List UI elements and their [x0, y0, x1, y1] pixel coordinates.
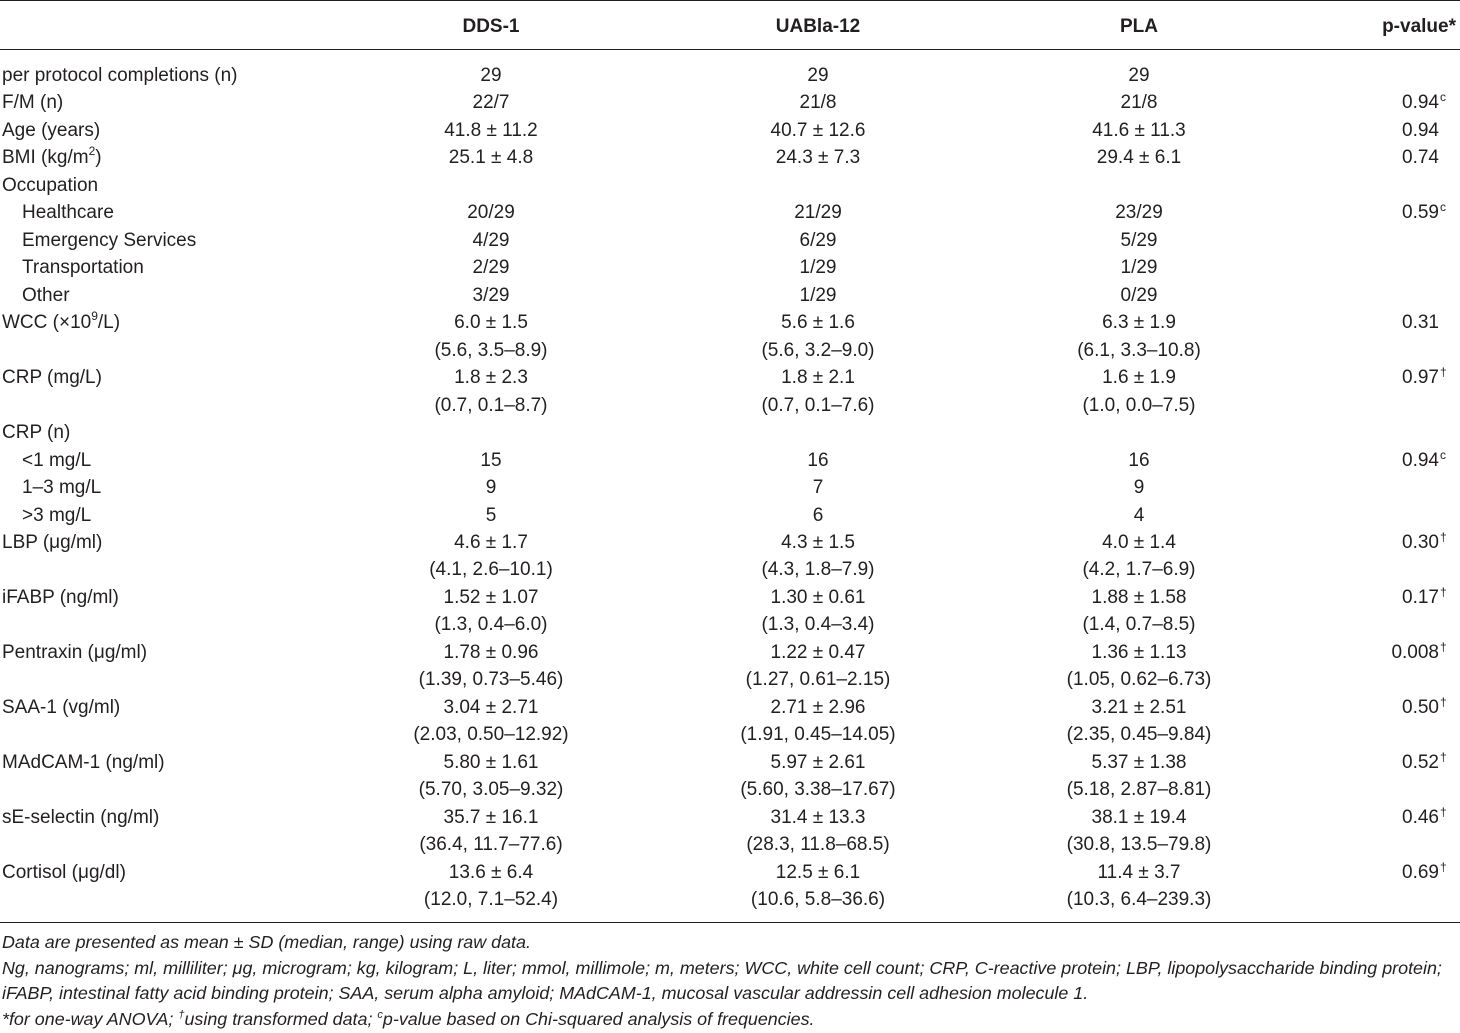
cell-uabla-12: 2.71 ± 2.96 — [770, 696, 866, 718]
label-text: F/M (n) — [2, 92, 64, 114]
label-text-end: /L) — [97, 312, 121, 334]
cell-pla: 1/29 — [1120, 257, 1158, 279]
p-value-number: 0.59 — [1402, 202, 1439, 224]
cell-dds-1: 1.78 ± 0.96 — [443, 641, 539, 663]
p-value-superscript: † — [1440, 529, 1447, 544]
p-value-superscript: † — [1440, 694, 1447, 709]
cell-dds-1: (1.3, 0.4–6.0) — [434, 614, 548, 636]
table-row — [0, 721, 1460, 748]
table-row — [0, 886, 1460, 913]
table-row — [0, 776, 1460, 803]
cell-uabla-12: (1.91, 0.45–14.05) — [740, 724, 896, 746]
cell-dds-1: 13.6 ± 6.4 — [448, 861, 534, 883]
footnote-text: Ng, nanograms; ml, milliliter; μg, microgram; kg, kilogram; L, liter; mmol, millimole; m, meters; WCC, white cell count; CRP, C-reactive protein; LBP, lipopolysaccharide binding protein; — [2, 957, 1442, 978]
table-row — [0, 282, 1460, 309]
table-row — [0, 584, 1460, 611]
p-value — [1402, 749, 1447, 774]
cell-uabla-12: (0.7, 0.1–7.6) — [761, 394, 875, 416]
cell-dds-1: 25.1 ± 4.8 — [448, 147, 534, 169]
p-value-superscript: † — [1440, 749, 1447, 764]
cell-uabla-12: 7 — [812, 477, 824, 499]
p-value-superscript: c — [1440, 90, 1446, 105]
cell-uabla-12: 5.6 ± 1.6 — [781, 312, 855, 334]
cell-uabla-12: 40.7 ± 12.6 — [770, 119, 866, 141]
label-text: WCC (×10 — [2, 312, 92, 334]
cell-uabla-12: (4.3, 1.8–7.9) — [761, 559, 875, 581]
footnote-line — [2, 956, 1458, 982]
cell-pla: 38.1 ± 19.4 — [1091, 806, 1187, 828]
cell-uabla-12: (1.3, 0.4–3.4) — [761, 614, 875, 636]
cell-uabla-12: 1/29 — [799, 257, 837, 279]
cell-p-value — [1294, 309, 1460, 336]
label-text: BMI (kg/m — [2, 147, 89, 169]
cell-uabla-12: 31.4 ± 13.3 — [770, 806, 866, 828]
cell-pla: (1.0, 0.0–7.5) — [1082, 394, 1196, 416]
cell-p-value — [1294, 89, 1460, 116]
p-value-number: 0.69 — [1402, 861, 1439, 883]
table-row — [0, 144, 1460, 171]
p-value-number: 0.74 — [1402, 147, 1439, 169]
table-row — [0, 529, 1460, 556]
label-text: Cortisol (μg/dl) — [2, 861, 126, 883]
cell-pla: (30.8, 13.5–79.8) — [1066, 834, 1212, 856]
cell-dds-1: (36.4, 11.7–77.6) — [419, 834, 563, 856]
cell-dds-1: 6.0 ± 1.5 — [454, 312, 528, 334]
table-row — [0, 474, 1460, 501]
cell-dds-1: 3/29 — [472, 284, 510, 306]
cell-pla: 29 — [1128, 65, 1150, 86]
p-value — [1402, 90, 1446, 114]
footnote-line — [2, 1007, 1458, 1033]
label-superscript: 9 — [91, 309, 98, 324]
label-text: LBP (μg/ml) — [2, 531, 103, 553]
cell-p-value — [1294, 749, 1460, 776]
table-row — [0, 859, 1460, 886]
cell-dds-1: 22/7 — [472, 92, 510, 114]
row-label — [0, 62, 330, 89]
cell-pla: 4.0 ± 1.4 — [1102, 531, 1176, 553]
footnote-line — [2, 981, 1458, 1007]
table-row — [0, 337, 1460, 364]
cell-pla: 23/29 — [1115, 202, 1163, 224]
p-value — [1402, 200, 1446, 224]
p-value — [1402, 120, 1439, 142]
table-row — [0, 749, 1460, 776]
p-value-superscript: † — [1440, 859, 1447, 874]
table-row — [0, 309, 1460, 336]
label-text: Emergency Services — [22, 229, 197, 251]
cell-dds-1: (0.7, 0.1–8.7) — [434, 394, 548, 416]
cell-uabla-12: 12.5 ± 6.1 — [775, 861, 861, 883]
footnote-text: Data are presented as mean ± SD (median, range) using raw data. — [2, 932, 531, 952]
cell-p-value — [1294, 144, 1460, 171]
cell-uabla-12: 1.8 ± 2.1 — [781, 367, 855, 389]
row-label — [0, 309, 330, 336]
cell-p-value — [1294, 694, 1460, 721]
table-header-row — [0, 1, 1460, 50]
header-pla: PLA — [1120, 16, 1158, 37]
cell-dds-1: 4.6 ± 1.7 — [454, 531, 528, 553]
cell-pla: (6.1, 3.3–10.8) — [1077, 339, 1201, 361]
row-label — [0, 584, 330, 611]
table-row — [0, 831, 1460, 858]
cell-p-value — [1294, 364, 1460, 391]
cell-pla: 5/29 — [1120, 229, 1158, 251]
cell-uabla-12: 29 — [807, 65, 829, 86]
cell-dds-1: (2.03, 0.50–12.92) — [413, 724, 569, 746]
header-dds-1: DDS-1 — [462, 16, 520, 37]
cell-pla: (4.2, 1.7–6.9) — [1082, 559, 1196, 581]
table-row — [0, 254, 1460, 281]
cell-p-value — [1294, 584, 1460, 611]
table-row — [0, 804, 1460, 831]
cell-pla: 1.6 ± 1.9 — [1102, 367, 1176, 389]
table-row — [0, 62, 1460, 89]
row-label — [0, 529, 330, 556]
cell-dds-1: 15 — [480, 449, 502, 471]
cell-pla: 41.6 ± 11.3 — [1092, 119, 1186, 141]
table-body — [0, 50, 1460, 922]
p-value-number: 0.94 — [1402, 92, 1439, 114]
cell-dds-1: 41.8 ± 11.2 — [444, 119, 538, 141]
cell-uabla-12: 1.22 ± 0.47 — [770, 641, 866, 663]
label-text: 1–3 mg/L — [22, 477, 102, 499]
row-label — [0, 89, 330, 116]
p-value — [1402, 804, 1447, 829]
cell-uabla-12: (5.6, 3.2–9.0) — [761, 339, 875, 361]
cell-pla: (1.05, 0.62–6.73) — [1066, 669, 1212, 691]
cell-p-value — [1294, 529, 1460, 556]
row-label — [0, 364, 330, 391]
cell-pla: 4 — [1133, 504, 1145, 526]
row-label — [0, 144, 330, 171]
header-p-value: p-value* — [1382, 16, 1456, 37]
footnote-text: p-value based on Chi-squared analysis of frequencies. — [382, 1009, 815, 1030]
label-text: SAA-1 (vg/ml) — [2, 696, 121, 718]
label-text: CRP (mg/L) — [2, 367, 102, 389]
footnote-text: iFABP, intestinal fatty acid binding protein; SAA, serum alpha amyloid; MAdCAM-1, mucosal vascular addressin cell adhesion molecule 1. — [2, 983, 1089, 1004]
cell-uabla-12: 21/29 — [794, 202, 842, 224]
cell-dds-1: 1.52 ± 1.07 — [443, 586, 539, 608]
table-row — [0, 502, 1460, 529]
p-value — [1402, 859, 1447, 884]
cell-pla: 1.36 ± 1.13 — [1091, 641, 1187, 663]
cell-pla: 0/29 — [1120, 284, 1158, 306]
table-footnotes — [2, 930, 1458, 1033]
p-value-number: 0.46 — [1402, 806, 1439, 828]
cell-pla: (2.35, 0.45–9.84) — [1066, 724, 1212, 746]
cell-uabla-12: 6/29 — [799, 229, 837, 251]
row-label — [0, 419, 330, 446]
row-label — [0, 447, 330, 474]
table-row — [0, 419, 1460, 446]
footnote-text: using transformed data; — [184, 1009, 378, 1030]
p-value-number: 0.30 — [1402, 531, 1439, 553]
row-label — [0, 117, 330, 144]
cell-pla: 9 — [1133, 477, 1145, 499]
label-text: per protocol completions (n) — [2, 65, 238, 86]
row-label — [0, 227, 330, 254]
table-row — [0, 392, 1460, 419]
table-row — [0, 117, 1460, 144]
row-label — [0, 172, 330, 199]
table-row — [0, 694, 1460, 721]
cell-p-value — [1294, 117, 1460, 144]
label-text: Healthcare — [22, 202, 114, 224]
row-label — [0, 502, 330, 529]
label-text: Transportation — [22, 257, 144, 279]
label-text: Age (years) — [2, 119, 101, 141]
p-value-number: 0.94 — [1402, 119, 1439, 141]
p-value-superscript: c — [1440, 447, 1446, 462]
cell-pla: 21/8 — [1120, 92, 1158, 114]
p-value-superscript: † — [1440, 804, 1447, 819]
table-row — [0, 199, 1460, 226]
cell-uabla-12: 4.3 ± 1.5 — [781, 531, 855, 553]
label-text: CRP (n) — [2, 422, 71, 444]
cell-dds-1: 20/29 — [467, 202, 515, 224]
cell-pla: (10.3, 6.4–239.3) — [1066, 889, 1212, 911]
cell-dds-1: 29 — [480, 65, 502, 86]
row-label — [0, 804, 330, 831]
row-label — [0, 199, 330, 226]
cell-uabla-12: (1.27, 0.61–2.15) — [745, 669, 891, 691]
cell-pla: 3.21 ± 2.51 — [1091, 696, 1187, 718]
cell-pla: 6.3 ± 1.9 — [1102, 312, 1176, 334]
cell-p-value — [1294, 639, 1460, 666]
label-text: Pentraxin (μg/ml) — [2, 641, 148, 663]
table-row — [0, 666, 1460, 693]
cell-uabla-12: (28.3, 11.8–68.5) — [746, 834, 890, 856]
cell-uabla-12: 21/8 — [799, 92, 837, 114]
cell-p-value — [1294, 199, 1460, 226]
cell-dds-1: 4/29 — [472, 229, 510, 251]
cell-p-value — [1294, 804, 1460, 831]
label-text: >3 mg/L — [22, 504, 92, 526]
cell-pla: (1.4, 0.7–8.5) — [1082, 614, 1196, 636]
row-label — [0, 859, 330, 886]
cell-dds-1: 2/29 — [472, 257, 510, 279]
header-uabla-12: UABla-12 — [775, 16, 861, 37]
label-text: Other — [22, 284, 70, 306]
cell-dds-1: 35.7 ± 16.1 — [443, 806, 539, 828]
p-value — [1402, 312, 1439, 334]
label-text: Occupation — [2, 174, 99, 196]
p-value-number: 0.97 — [1402, 367, 1439, 389]
footnote-text: *for one-way ANOVA; — [2, 1009, 179, 1030]
label-text: <1 mg/L — [22, 449, 92, 471]
cell-uabla-12: 24.3 ± 7.3 — [775, 147, 861, 169]
label-superscript: 2 — [88, 144, 96, 159]
table-row — [0, 556, 1460, 583]
p-value-number: 0.50 — [1402, 696, 1439, 718]
row-label — [0, 694, 330, 721]
label-text: sE-selectin (ng/ml) — [2, 806, 160, 828]
table-row — [0, 447, 1460, 474]
p-value-superscript: † — [1440, 365, 1447, 380]
cell-pla: 11.4 ± 3.7 — [1097, 861, 1181, 883]
label-text-end: ) — [95, 147, 102, 169]
cell-dds-1: 1.8 ± 2.3 — [454, 367, 528, 389]
cell-dds-1: 3.04 ± 2.71 — [443, 696, 539, 718]
cell-pla: (5.18, 2.87–8.81) — [1066, 779, 1212, 801]
table-row — [0, 227, 1460, 254]
cell-uabla-12: (10.6, 5.8–36.6) — [750, 889, 886, 911]
cell-dds-1: 9 — [485, 477, 497, 499]
p-value-superscript: † — [1440, 639, 1447, 654]
row-label — [0, 254, 330, 281]
row-label — [0, 639, 330, 666]
row-label — [0, 474, 330, 501]
p-value — [1402, 529, 1447, 554]
cell-dds-1: (1.39, 0.73–5.46) — [418, 669, 564, 691]
cell-dds-1: 5 — [485, 504, 497, 526]
p-value-number: 0.008 — [1391, 641, 1439, 663]
p-value — [1402, 447, 1446, 472]
cell-uabla-12: 5.97 ± 2.61 — [770, 751, 866, 773]
cell-pla: 16 — [1128, 449, 1150, 471]
p-value-number: 0.17 — [1402, 586, 1439, 608]
table-row — [0, 364, 1460, 391]
footnote-superscript: c — [377, 1009, 383, 1022]
table-row — [0, 172, 1460, 199]
cell-dds-1: (12.0, 7.1–52.4) — [423, 889, 559, 911]
cell-p-value — [1294, 447, 1460, 474]
cell-dds-1: (4.1, 2.6–10.1) — [429, 559, 553, 581]
table-row — [0, 611, 1460, 638]
cell-pla: 29.4 ± 6.1 — [1096, 147, 1182, 169]
p-value-superscript: c — [1440, 200, 1446, 215]
cell-uabla-12: 6 — [812, 504, 824, 526]
row-label — [0, 749, 330, 776]
cell-uabla-12: (5.60, 3.38–17.67) — [740, 779, 896, 801]
p-value — [1402, 584, 1447, 609]
p-value — [1402, 147, 1439, 169]
label-text: MAdCAM-1 (ng/ml) — [2, 751, 165, 773]
p-value-number: 0.52 — [1402, 751, 1439, 773]
cell-uabla-12: 1/29 — [799, 284, 837, 306]
cell-pla: 1.88 ± 1.58 — [1091, 586, 1187, 608]
cell-uabla-12: 16 — [807, 449, 829, 471]
table-row — [0, 89, 1460, 116]
row-label — [0, 282, 330, 309]
p-value-number: 0.31 — [1402, 312, 1439, 334]
table-row — [0, 639, 1460, 666]
cell-dds-1: (5.70, 3.05–9.32) — [418, 779, 564, 801]
cell-dds-1: 5.80 ± 1.61 — [443, 751, 539, 773]
footnote-superscript: † — [178, 1009, 185, 1022]
p-value — [1391, 639, 1447, 664]
label-text: iFABP (ng/ml) — [2, 586, 119, 608]
p-value — [1402, 365, 1447, 389]
cell-pla: 5.37 ± 1.38 — [1091, 751, 1187, 773]
cell-p-value — [1294, 859, 1460, 886]
footnote-line — [2, 930, 1458, 956]
cell-dds-1: (5.6, 3.5–8.9) — [434, 339, 548, 361]
p-value-number: 0.94 — [1402, 449, 1439, 471]
p-value-superscript: † — [1440, 584, 1447, 599]
p-value — [1402, 694, 1447, 719]
cell-uabla-12: 1.30 ± 0.61 — [770, 586, 866, 608]
